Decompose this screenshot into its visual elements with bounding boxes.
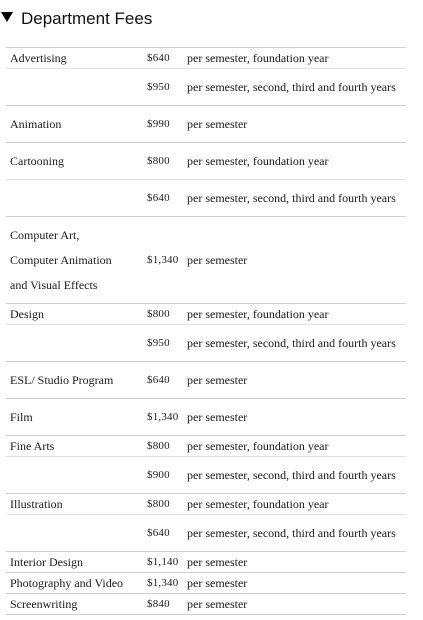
fee-amount: $950 bbox=[143, 325, 183, 362]
fees-table bbox=[6, 47, 406, 615]
fee-description: per semester, foundation year bbox=[183, 48, 406, 69]
department-name: Screenwriting bbox=[6, 594, 143, 615]
fee-amount: $800 bbox=[143, 304, 183, 325]
fee-amount: $840 bbox=[143, 594, 183, 615]
fee-amount: $800 bbox=[143, 494, 183, 515]
table-row bbox=[6, 436, 406, 457]
table-row bbox=[6, 143, 406, 180]
table-row bbox=[6, 48, 406, 69]
table-row bbox=[6, 304, 406, 325]
fee-description: per semester, foundation year bbox=[183, 304, 406, 325]
department-name bbox=[6, 457, 143, 494]
fee-amount: $640 bbox=[143, 362, 183, 399]
department-name: Photography and Video bbox=[6, 573, 143, 594]
department-name: Film bbox=[6, 399, 143, 436]
fee-description: per semester, second, third and fourth years bbox=[183, 325, 406, 362]
fee-amount: $900 bbox=[143, 457, 183, 494]
table-row bbox=[6, 217, 406, 304]
department-name bbox=[6, 325, 143, 362]
fee-amount: $640 bbox=[143, 48, 183, 69]
department-name-line: and Visual Effects bbox=[10, 277, 98, 292]
fee-amount: $1,340 bbox=[143, 217, 183, 304]
fee-amount: $1,340 bbox=[143, 573, 183, 594]
table-row bbox=[6, 573, 406, 594]
table-row bbox=[6, 552, 406, 573]
fee-amount: $1,340 bbox=[143, 399, 183, 436]
fee-description: per semester, second, third and fourth years bbox=[183, 69, 406, 106]
department-name-line: Computer Animation bbox=[10, 252, 112, 267]
fee-description: per semester bbox=[183, 594, 406, 615]
department-name bbox=[6, 217, 143, 304]
fee-amount: $800 bbox=[143, 143, 183, 180]
collapse-triangle-icon[interactable] bbox=[1, 12, 13, 22]
fee-description: per semester bbox=[183, 217, 406, 304]
department-name: Animation bbox=[6, 106, 143, 143]
table-row bbox=[6, 494, 406, 515]
fee-amount: $990 bbox=[143, 106, 183, 143]
fee-description: per semester bbox=[183, 106, 406, 143]
department-name: Interior Design bbox=[6, 552, 143, 573]
table-row bbox=[6, 106, 406, 143]
department-name: Illustration bbox=[6, 494, 143, 515]
fee-description: per semester, second, third and fourth years bbox=[183, 515, 406, 552]
fee-amount: $640 bbox=[143, 515, 183, 552]
table-row bbox=[6, 325, 406, 362]
fee-description: per semester, foundation year bbox=[183, 143, 406, 180]
table-row bbox=[6, 362, 406, 399]
department-name bbox=[6, 180, 143, 217]
fee-amount: $800 bbox=[143, 436, 183, 457]
fee-description: per semester bbox=[183, 399, 406, 436]
fee-description: per semester, second, third and fourth years bbox=[183, 180, 406, 217]
department-name: Advertising bbox=[6, 48, 143, 69]
department-name: Fine Arts bbox=[6, 436, 143, 457]
fee-description: per semester bbox=[183, 573, 406, 594]
fee-description: per semester, foundation year bbox=[183, 436, 406, 457]
table-row bbox=[6, 399, 406, 436]
table-row bbox=[6, 515, 406, 552]
fee-amount: $950 bbox=[143, 69, 183, 106]
fee-amount: $640 bbox=[143, 180, 183, 217]
department-name bbox=[6, 515, 143, 552]
table-row bbox=[6, 594, 406, 615]
table-row bbox=[6, 69, 406, 106]
department-name: ESL/ Studio Program bbox=[6, 362, 143, 399]
section-title: Department Fees bbox=[21, 9, 153, 28]
department-name bbox=[6, 69, 143, 106]
table-row bbox=[6, 457, 406, 494]
table-row bbox=[6, 180, 406, 217]
section-header[interactable] bbox=[0, 0, 423, 38]
fee-description: per semester, second, third and fourth years bbox=[183, 457, 406, 494]
fee-amount: $1,140 bbox=[143, 552, 183, 573]
fee-description: per semester bbox=[183, 362, 406, 399]
department-name-line: Computer Art, bbox=[10, 227, 80, 242]
fee-description: per semester, foundation year bbox=[183, 494, 406, 515]
department-name: Cartooning bbox=[6, 143, 143, 180]
fee-description: per semester bbox=[183, 552, 406, 573]
department-name: Design bbox=[6, 304, 143, 325]
